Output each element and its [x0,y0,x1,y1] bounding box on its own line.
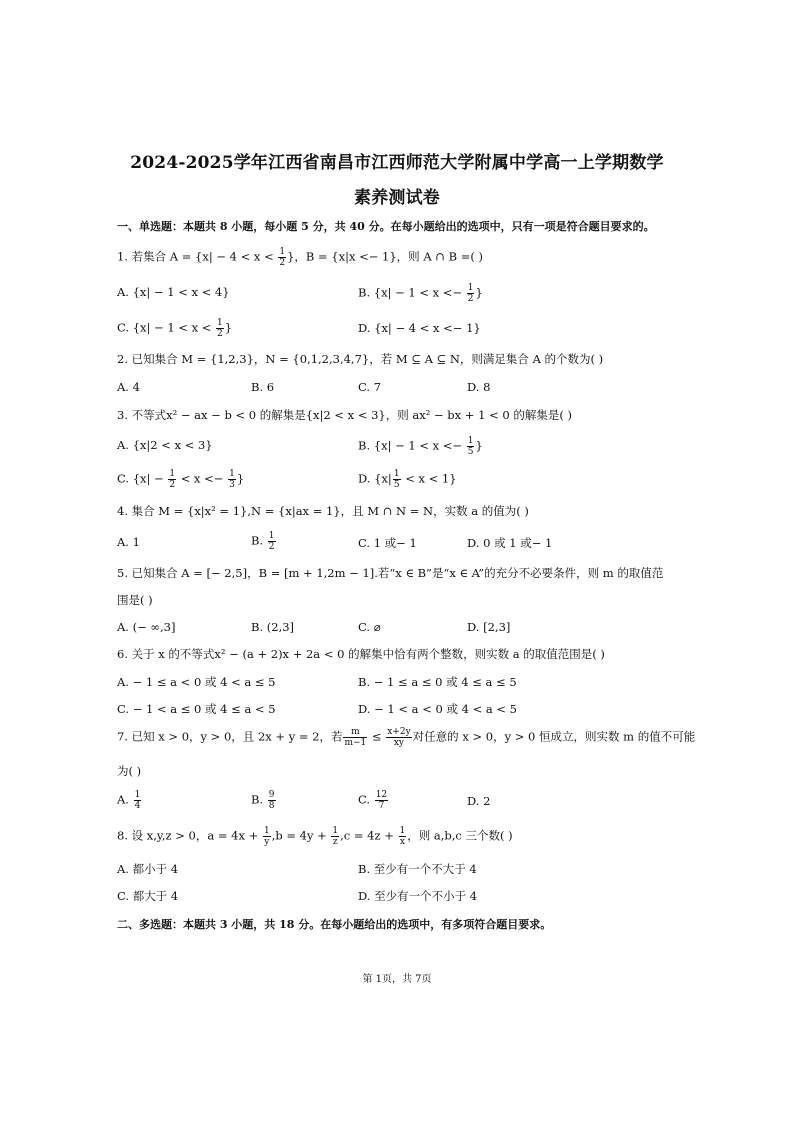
q7-option-a: A. $\frac{1}{4}$ [117,790,141,811]
q7-option-b: B. $\frac{9}{8}$ [251,790,275,811]
page-title-line1: 2024-2025学年江西省南昌市江西师范大学附属中学高一上学期数学 [130,153,664,173]
q3-option-b: B. {x| − 1 < x <− $\frac{1}{5}$ } [358,436,483,457]
q4-option-a: A. 1 [117,535,140,549]
q8-option-b: B. 至少有一个不大于 4 [358,862,477,876]
question-7-stem: 7. 已知 x > 0，y > 0，且 2x + y = 2，若 $\frac{m}{m-1}$ ≤ $\frac{x+2y}{xy}$ 对任意的 x > 0，y > 0 恒成立，则实数 m 的值不可能 [117,727,696,748]
q6-option-b: B. − 1 ≤ a ≤ 0 或 4 ≤ a ≤ 5 [358,675,517,689]
q7-option-d: D. 2 [467,794,491,808]
q6-option-c: C. − 1 < a ≤ 0 或 4 ≤ a < 5 [117,702,276,716]
q2-option-b: B. 6 [251,380,275,394]
q2-option-d: D. 8 [467,380,491,394]
q6-option-d: D. − 1 < a < 0 或 4 < a < 5 [358,702,517,716]
q6-option-a: A. − 1 ≤ a < 0 或 4 < a ≤ 5 [117,675,276,689]
fraction: $\frac{1}{2}$ [279,247,286,268]
q5-option-d: D. [2,3] [467,620,511,634]
q4-option-c: C. 1 或− 1 [358,536,417,550]
question-7-stem-cont: 为( ) [117,764,142,778]
q8-option-a: A. 都小于 4 [117,862,179,876]
q8-option-c: C. 都大于 4 [117,889,179,903]
page-title-line2: 素养测试卷 [354,188,440,208]
q4-option-b: B. $\frac{1}{2}$ [251,531,275,552]
q2-option-c: C. 7 [358,380,382,394]
page-footer: 第 1页，共 7页 [362,974,432,985]
q1-option-c: C. {x| − 1 < x < $\frac{1}{2}$ } [117,318,233,339]
q1-option-d: D. {x| − 4 < x <− 1} [358,321,481,335]
q1-option-b: B. {x| − 1 < x <− $\frac{1}{2}$ } [358,283,483,304]
question-6-stem: 6. 关于 x 的不等式x² − (a + 2)x + 2a < 0 的解集中恰有两个整数，则实数 a 的取值范围是( ) [117,647,605,661]
question-4-stem: 4. 集合 M = {x|x² = 1},N = {x|ax = 1}，且 M ∩ N = N，实数 a 的值为( ) [117,504,529,518]
q8-option-d: D. 至少有一个不小于 4 [358,889,478,903]
question-3-stem: 3. 不等式x² − ax − b < 0 的解集是{x|2 < x < 3}，则 ax² − bx + 1 < 0 的解集是( ) [117,408,572,422]
q3-option-c: C. {x| − $\frac{1}{2}$ < x <− $\frac{1}{3}$ } [117,469,245,490]
question-2-stem: 2. 已知集合 M = {1,2,3}，N = {0,1,2,3,4,7}，若 M ⊆ A ⊆ N，则满足集合 A 的个数为( ) [117,352,604,366]
q5-option-a: A. (− ∞,3] [117,620,176,634]
q4-option-d: D. 0 或 1 或− 1 [467,536,553,550]
question-5-stem: 5. 已知集合 A = [− 2,5]，B = [m + 1,2m − 1].若“x ∈ B”是“x ∈ A”的充分不必要条件，则 m 的取值范 [117,566,664,580]
section-2-heading: 二、多选题：本题共 3 小题，共 18 分。在每小题给出的选项中，有多项符合题目要求。 [117,918,552,931]
q3-option-a: A. {x|2 < x < 3} [117,438,213,452]
q5-option-b: B. (2,3] [251,620,295,634]
section-1-heading: 一、单选题：本题共 8 小题，每小题 5 分，共 40 分。在每小题给出的选项中，只有一项是符合题目要求的。 [117,220,655,233]
q7-option-c: C. $\frac{12}{7}$ [358,790,388,811]
question-1-stem: 1. 若集合 A = {x| − 4 < x < $\frac{1}{2}$ }，B = {x|x <− 1}，则 A ∩ B =( ) [117,247,483,268]
question-5-stem-cont: 围是( ) [117,593,153,607]
question-8-stem: 8. 设 x,y,z > 0，a = 4x + $\frac{1}{y}$ ,b = 4y + $\frac{1}{z}$ ,c = 4z + $\frac{1}{x}$ ，则 a,b,c 三个数( ) [117,826,513,847]
q3-option-d: D. {x| $\frac{1}{5}$ < x < 1} [358,469,457,490]
q5-option-c: C. ⌀ [358,620,381,634]
q1-option-a: A. {x| − 1 < x < 4} [117,285,230,299]
q2-option-a: A. 4 [117,380,140,394]
